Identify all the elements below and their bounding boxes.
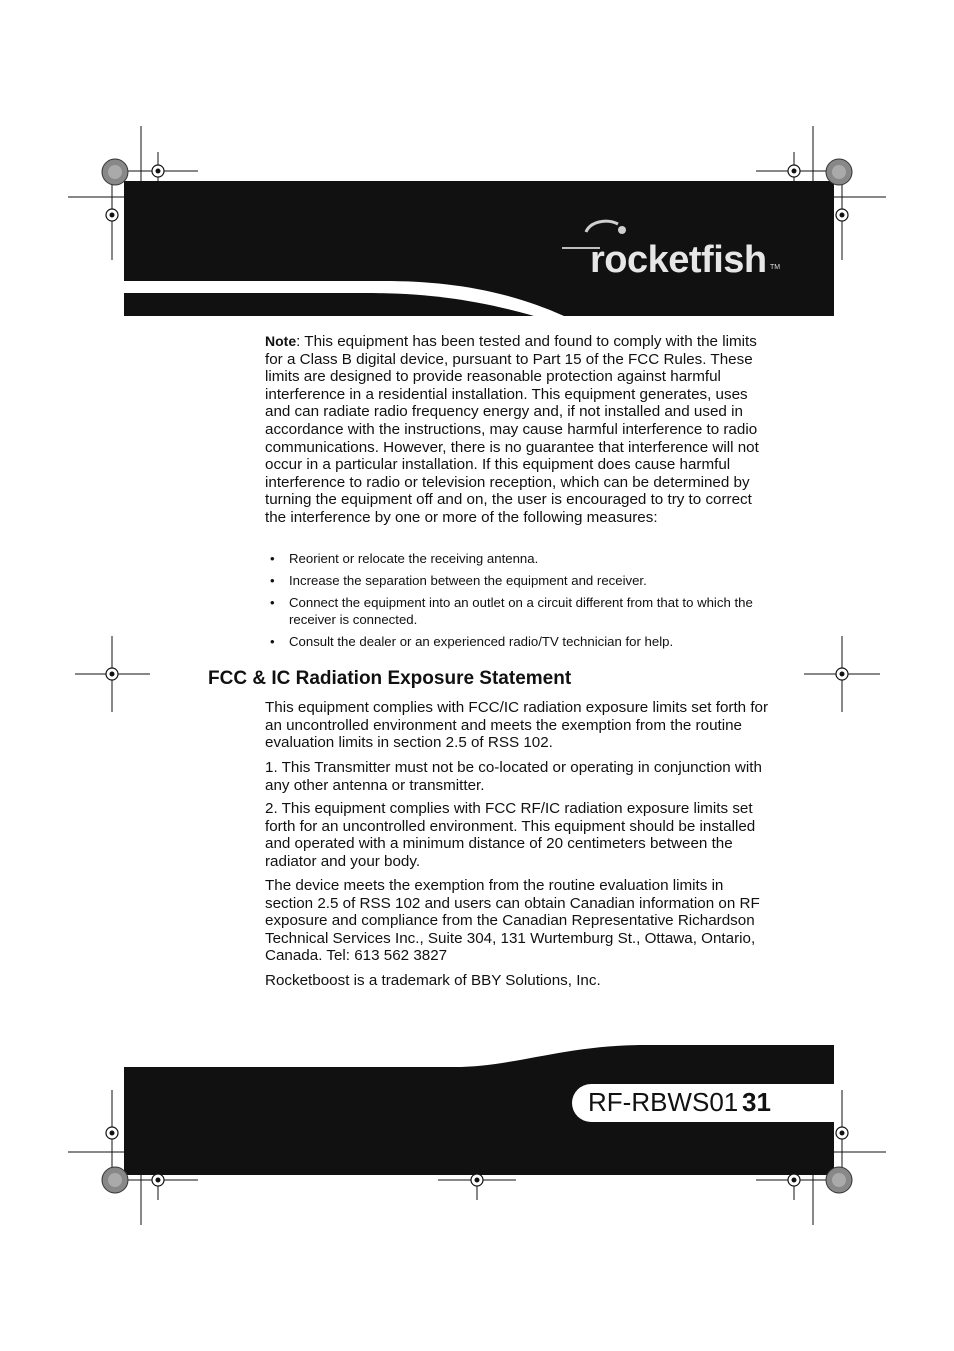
list-item: • Reorient or relocate the receiving antenna.: [270, 551, 539, 566]
canada-paragraph: The device meets the exemption from the routine evaluation limits in section 2.5 of RSS 102 and users can obtain Canadian information on RF exposure and compliance from the Canadian Representative Richardson Technical Services Inc., Suite 304, 131 Wurtemburg St., Ottawa, Ontario, Canada. Tel: 613 562 3827: [265, 877, 760, 965]
model-number: RF-RBWS01: [588, 1087, 739, 1117]
bullet-icon: •: [270, 633, 275, 649]
section-heading: FCC & IC Radiation Exposure Statement: [208, 668, 572, 689]
note-text: : This equipment has been tested and found to comply with the limits for a Class B digital device, pursuant to Part 15 of the FCC Rules. These limits are designed to provide reasonable protection against harmful interference in a residential installation. This equipment generates, uses and can radiate radio frequency energy and, if not installed and used in accordance with the instructions, may cause harmful interference to radio communications. However, there is no guarantee that interference will not occur in a particular installation. If this equipment does cause harmful interference to radio or television reception, which can be determined by turning the equipment off and on, the user is encouraged to try to correct the interference by one or more of the following measures:: [265, 333, 759, 526]
page-number: 31: [742, 1087, 771, 1117]
distance-paragraph: 2. This equipment complies with FCC RF/IC radiation exposure limits set forth for an uncontrolled environment. This equipment should be installed and operated with a minimum distance of 20 centimeters between the radiator and your body.: [265, 800, 756, 870]
list-item: • Increase the separation between the equipment and receiver.: [270, 572, 647, 588]
note-label: Note: [265, 333, 297, 349]
logo-text: rocketfish: [590, 239, 767, 281]
list-item: • Connect the equipment into an outlet on a circuit different from that to which the receiver is connected.: [270, 594, 753, 627]
bullet-icon: •: [270, 551, 275, 566]
exposure-paragraph: This equipment complies with FCC/IC radiation exposure limits set forth for an uncontrolled environment and meets the exemption from the routine evaluation limits in section 2.5 of RSS 102.: [265, 699, 769, 752]
bullet-icon: •: [270, 594, 275, 610]
colocation-paragraph: 1. This Transmitter must not be co-located or operating in conjunction with any other antenna or transmitter.: [265, 759, 762, 794]
list-item: • Consult the dealer or an experienced radio/TV technician for help.: [270, 633, 674, 649]
trademark-paragraph: Rocketboost is a trademark of BBY Solutions, Inc.: [265, 972, 601, 989]
logo-trademark: TM: [770, 264, 781, 271]
bullet-icon: •: [270, 572, 275, 588]
